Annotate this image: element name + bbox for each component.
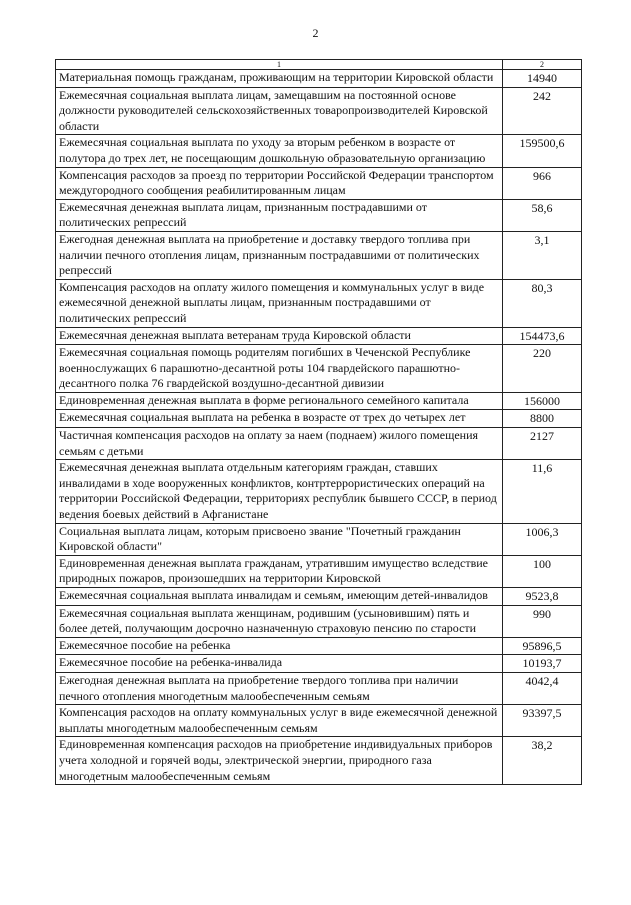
payment-type-cell: Частичная компенсация расходов на оплату за наем (поднаем) жилого помещения семьям с детьми <box>56 428 503 460</box>
table-header-row <box>56 60 582 70</box>
table-row <box>56 705 582 737</box>
table-row <box>56 555 582 587</box>
payment-type-cell: Ежемесячная денежная выплата лицам, признанным пострадавшими от политических репрессий <box>56 199 503 231</box>
amount-cell: 990 <box>503 605 582 637</box>
payment-type-cell: Социальная выплата лицам, которым присвоено звание "Почетный гражданин Кировской области" <box>56 523 503 555</box>
table-row <box>56 199 582 231</box>
amount-cell: 14940 <box>503 70 582 88</box>
amount-cell: 1006,3 <box>503 523 582 555</box>
amount-cell: 154473,6 <box>503 327 582 345</box>
amount-cell: 93397,5 <box>503 705 582 737</box>
amount-cell: 100 <box>503 555 582 587</box>
table-row <box>56 637 582 655</box>
table-row <box>56 460 582 523</box>
amount-cell: 159500,6 <box>503 135 582 167</box>
amount-cell: 8800 <box>503 410 582 428</box>
payment-type-cell: Ежегодная денежная выплата на приобретение и доставку твердого топлива при наличии печного отопления лицам, признанным пострадавшими от политических репрессий <box>56 231 503 279</box>
table-row <box>56 87 582 135</box>
payment-type-cell: Ежегодная денежная выплата на приобретение твердого топлива при наличии печного отопления многодетным малообеспеченным семьям <box>56 672 503 704</box>
payment-type-cell: Ежемесячная социальная выплата женщинам, родившим (усыновившим) пять и более детей, получающим досрочно назначенную страховую пенсию по старости <box>56 605 503 637</box>
payment-type-cell: Компенсация расходов на оплату жилого помещения и коммунальных услуг в виде ежемесячной денежной выплаты лицам, признанным пострадавшими от политических репрессий <box>56 279 503 327</box>
payment-type-cell: Ежемесячная социальная выплата по уходу за вторым ребенком в возрасте от полутора до трех лет, не посещающим дошкольную образовательную организацию <box>56 135 503 167</box>
table-row <box>56 392 582 410</box>
column-number-1: 1 <box>56 60 503 70</box>
table-row <box>56 135 582 167</box>
expenditure-table <box>55 59 582 785</box>
table-row <box>56 410 582 428</box>
amount-cell: 2127 <box>503 428 582 460</box>
payment-type-cell: Ежемесячная социальная помощь родителям погибших в Чеченской Республике военнослужащих 6 парашютно-десантной роты 104 гвардейского парашютно-десантного полка 76 гвардейской воздушно-десантной дивизии <box>56 345 503 393</box>
amount-cell: 38,2 <box>503 737 582 785</box>
table-row <box>56 167 582 199</box>
amount-cell: 95896,5 <box>503 637 582 655</box>
payment-type-cell: Единовременная денежная выплата гражданам, утратившим имущество вследствие природных пожаров, произошедших на территории Кировской <box>56 555 503 587</box>
amount-cell: 4042,4 <box>503 672 582 704</box>
amount-cell: 242 <box>503 87 582 135</box>
table-row <box>56 327 582 345</box>
amount-cell: 220 <box>503 345 582 393</box>
amount-cell: 10193,7 <box>503 655 582 673</box>
amount-cell: 3,1 <box>503 231 582 279</box>
payment-type-cell: Ежемесячная социальная выплата лицам, замещавшим на постоянной основе должности руководителей сельскохозяйственных товаропроизводителей Кировской области <box>56 87 503 135</box>
table-row <box>56 231 582 279</box>
table-row <box>56 655 582 673</box>
payment-type-cell: Единовременная денежная выплата в форме регионального семейного капитала <box>56 392 503 410</box>
payment-type-cell: Компенсация расходов за проезд по территории Российской Федерации транспортом междугородного сообщения реабилитированным лицам <box>56 167 503 199</box>
table-row <box>56 523 582 555</box>
table-body <box>56 70 582 785</box>
payment-type-cell: Ежемесячное пособие на ребенка-инвалида <box>56 655 503 673</box>
payment-type-cell: Ежемесячная социальная выплата инвалидам и семьям, имеющим детей-инвалидов <box>56 588 503 606</box>
table-row <box>56 737 582 785</box>
table-row <box>56 70 582 88</box>
payment-type-cell: Единовременная компенсация расходов на приобретение индивидуальных приборов учета холодной и горячей воды, электрической энергии, природного газа многодетным малообеспеченным семьям <box>56 737 503 785</box>
payment-type-cell: Ежемесячная денежная выплата ветеранам труда Кировской области <box>56 327 503 345</box>
payment-type-cell: Компенсация расходов на оплату коммунальных услуг в виде ежемесячной денежной выплаты многодетным малообеспеченным семьям <box>56 705 503 737</box>
payment-type-cell: Ежемесячное пособие на ребенка <box>56 637 503 655</box>
amount-cell: 80,3 <box>503 279 582 327</box>
payment-type-cell: Материальная помощь гражданам, проживающим на территории Кировской области <box>56 70 503 88</box>
table-row <box>56 672 582 704</box>
payment-type-cell: Ежемесячная денежная выплата отдельным категориям граждан, ставших инвалидами в ходе вооруженных конфликтов, контртеррористических операций на территории Российской Федерации, территориях республик бывшего СССР, в период ведения боевых действий в Афганистане <box>56 460 503 523</box>
amount-cell: 9523,8 <box>503 588 582 606</box>
column-number-2: 2 <box>503 60 582 70</box>
table-row <box>56 345 582 393</box>
amount-cell: 58,6 <box>503 199 582 231</box>
amount-cell: 156000 <box>503 392 582 410</box>
amount-cell: 966 <box>503 167 582 199</box>
table-row <box>56 428 582 460</box>
page-number: 2 <box>312 26 319 40</box>
amount-cell: 11,6 <box>503 460 582 523</box>
payment-type-cell: Ежемесячная социальная выплата на ребенка в возрасте от трех до четырех лет <box>56 410 503 428</box>
table-row <box>56 588 582 606</box>
table-row <box>56 605 582 637</box>
table-row <box>56 279 582 327</box>
